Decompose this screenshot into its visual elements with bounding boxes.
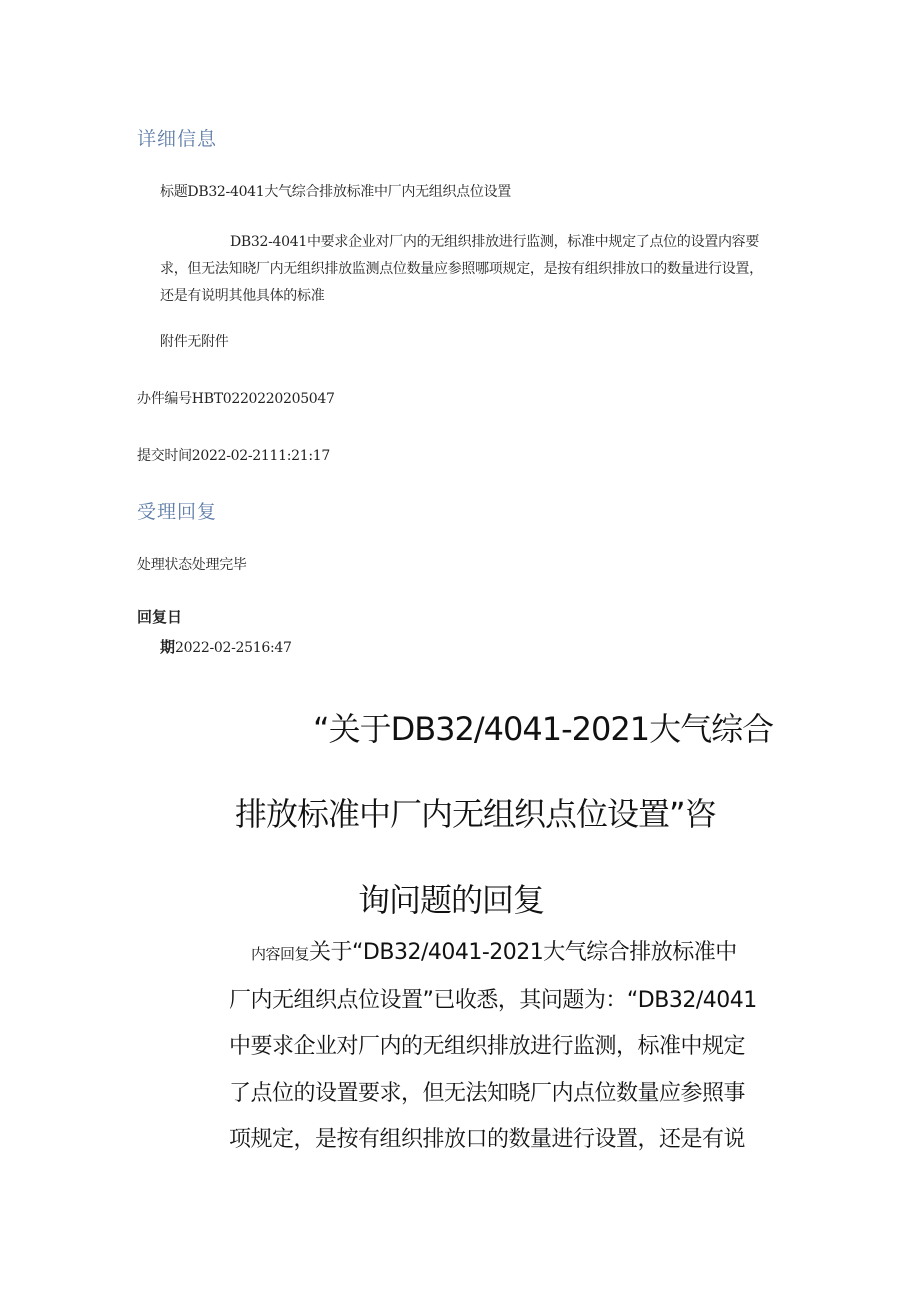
status-line: 处理状态处理完毕 — [137, 557, 247, 573]
reply-section-heading: 受理回复 — [137, 501, 218, 523]
reply-date-label: 回复日 — [137, 608, 183, 626]
content-label: 内容回复 — [251, 945, 310, 963]
reply-content — [229, 930, 789, 1164]
reply-content-line-1 — [229, 930, 789, 978]
attachment-line: 附件无附件 — [160, 334, 229, 350]
reply-title-line-3: 询问题的回复 — [358, 881, 545, 919]
submit-time-line: 提交时间2022-02-2111:21:17 — [137, 448, 330, 464]
detail-content-paragraph: DB32-4041中要求企业对厂内的无组织排放进行监测，标准中规定了点位的设置内容要求，但无法知晓厂内无组织排放监测点位数量应参照哪项规定，是按有组织排放口的数量进行设置，还是有说明其他具体的标准 — [160, 234, 763, 304]
reply-content-text-1: 关于“DB32/4041-2021大气综合排放标准中 — [309, 940, 737, 965]
reply-content-line-5: 项规定，是按有组织排放口的数量进行设置，还是有说 — [229, 1127, 746, 1152]
reply-content-line-3: 中要求企业对厂内的无组织排放进行监测，标准中规定 — [229, 1034, 746, 1059]
reply-date-prefix: 期 — [160, 638, 176, 656]
reply-title-line-2: 排放标准中厂内无组织点位设置”咨 — [235, 795, 716, 833]
reply-date-line — [160, 636, 292, 657]
detail-section-heading: 详细信息 — [137, 128, 218, 150]
reply-content-line-4: 了点位的设置要求，但无法知晓厂内点位数量应参照事 — [229, 1080, 746, 1106]
case-number-line: 办件编号HBT0220220205047 — [137, 391, 335, 407]
detail-title-line: 标题DB32-4041大气综合排放标准中厂内无组织点位设置 — [160, 184, 511, 200]
reply-title-line-1: “关于DB32/4041-2021大气综合 — [313, 710, 774, 748]
reply-content-line-2: 厂内无组织点位设置”已收悉，其问题为：“DB32/4041 — [229, 987, 757, 1013]
reply-date-value: 2022-02-2516:47 — [175, 640, 292, 656]
